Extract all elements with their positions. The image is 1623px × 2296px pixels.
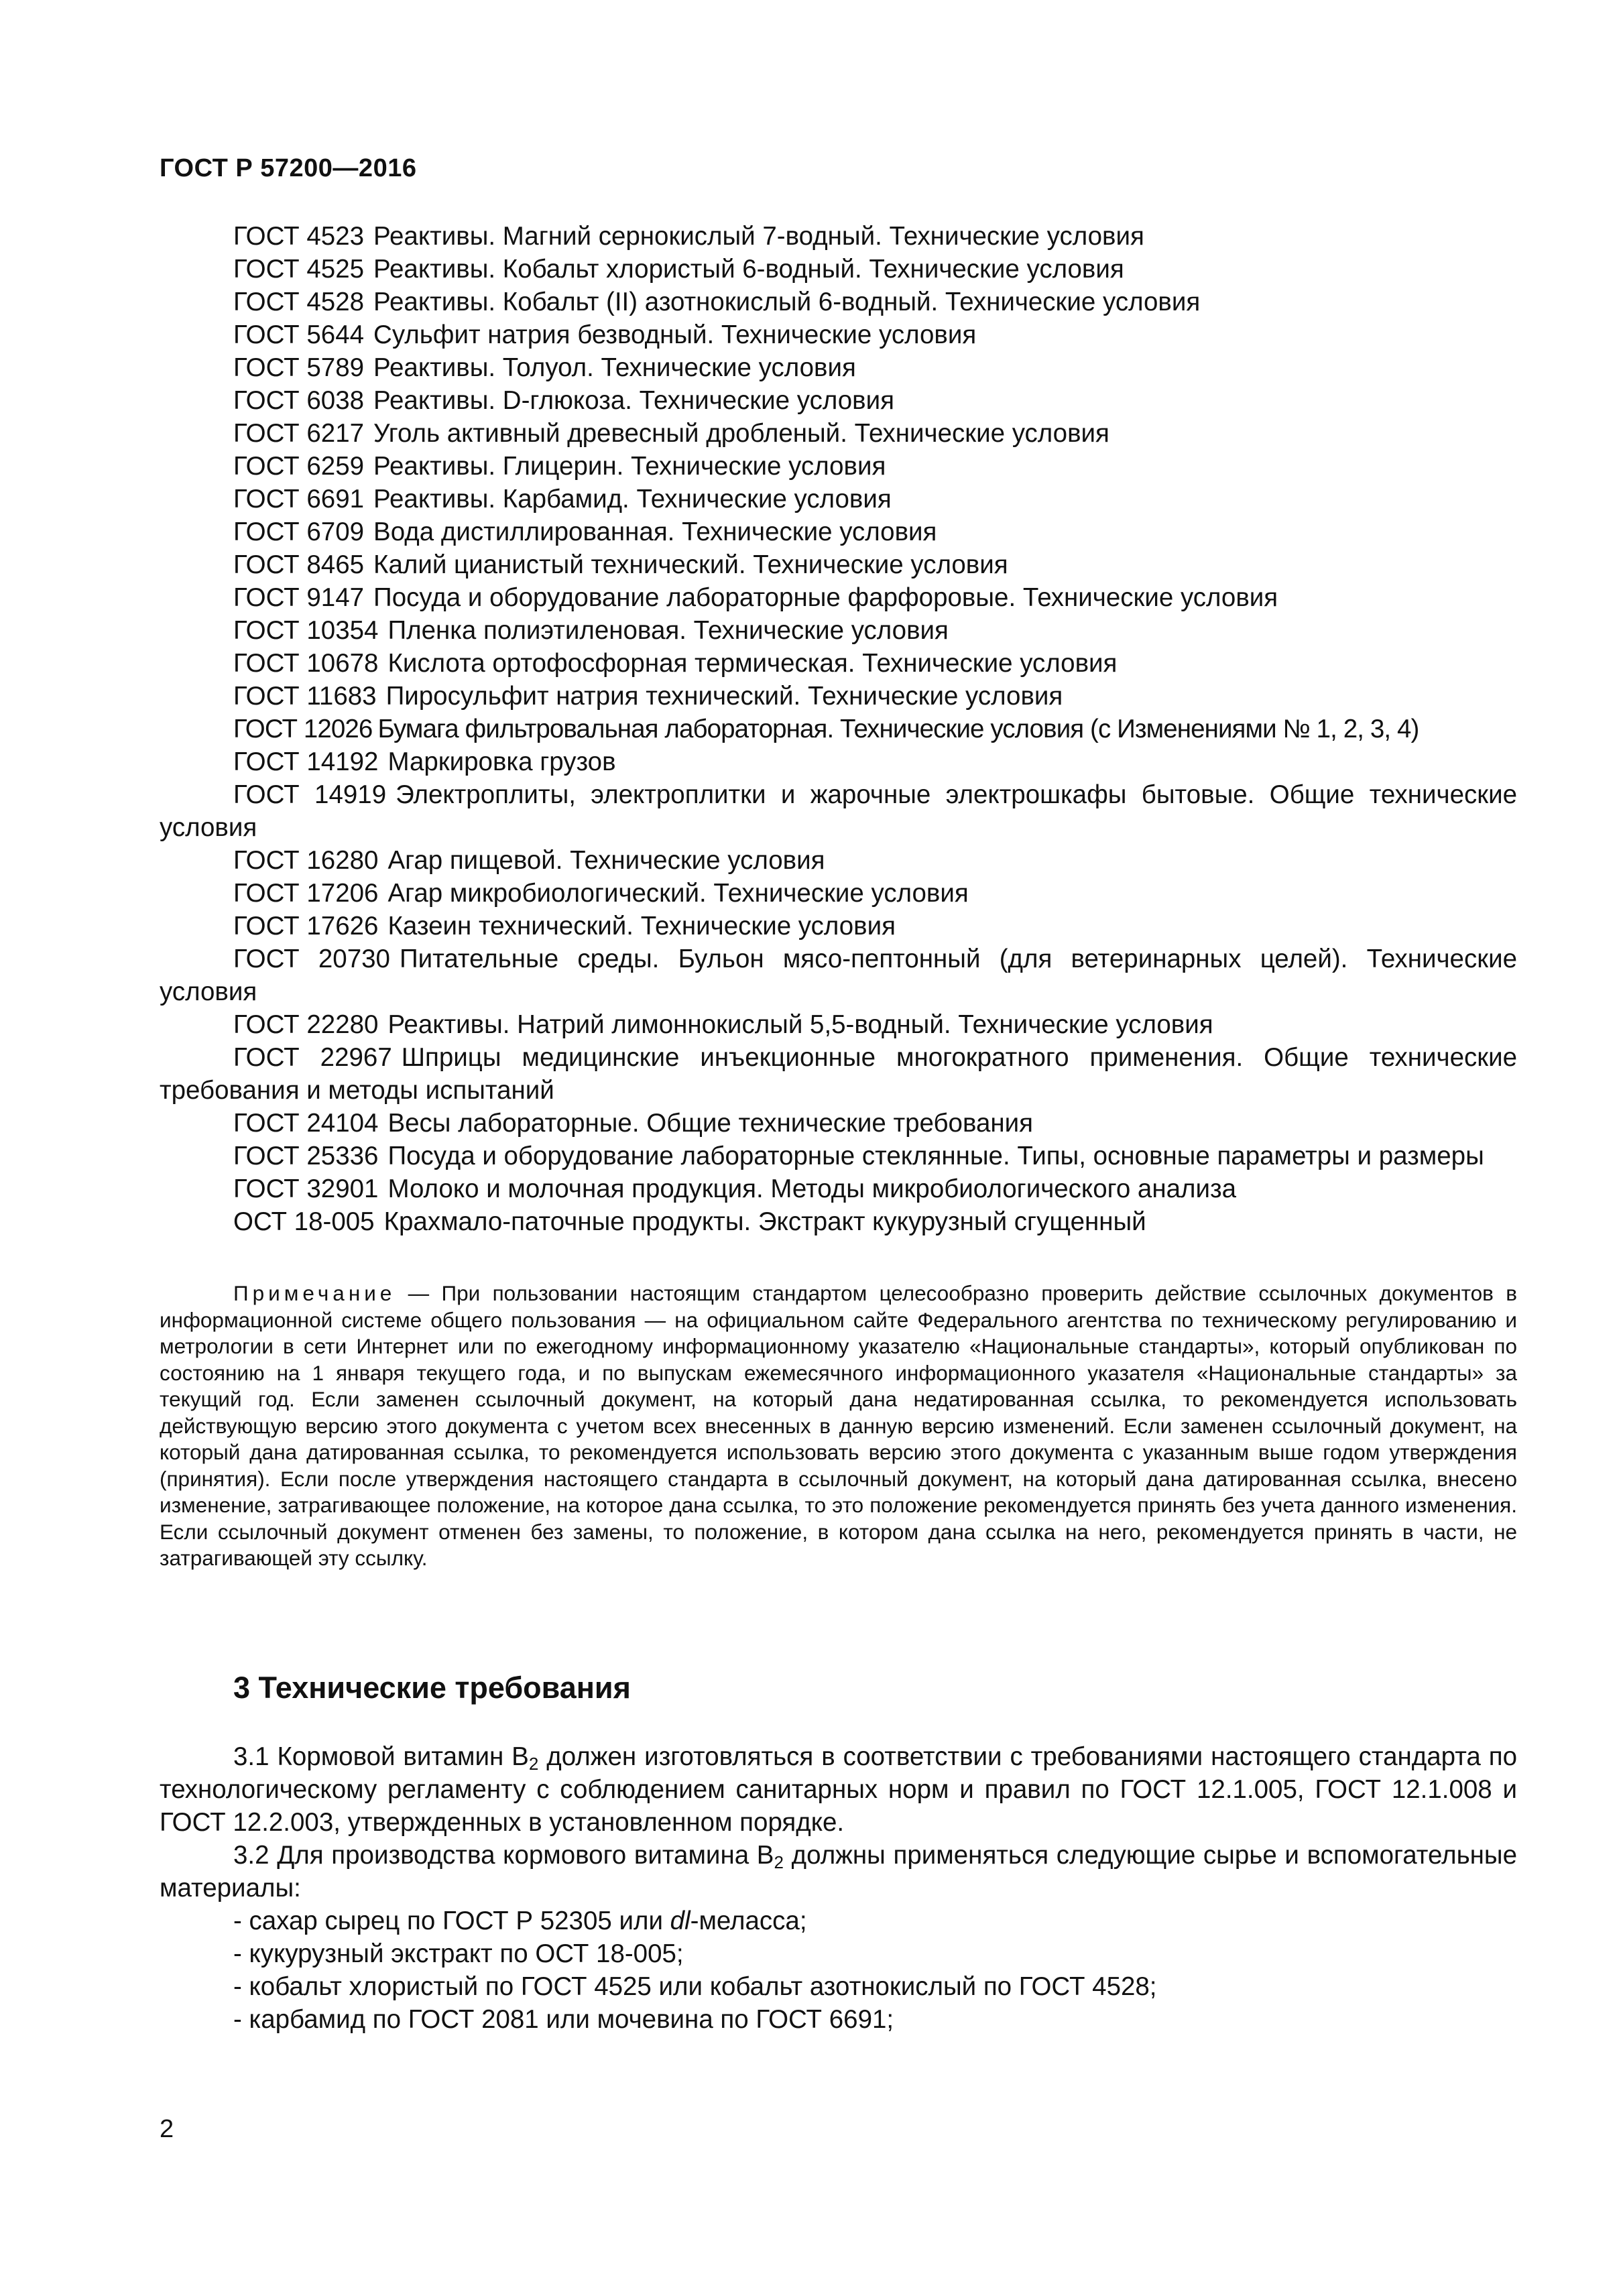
clause-3-2 [160,1839,1517,1905]
reference-item [160,581,1517,614]
reference-code: ГОСТ 4523 [233,222,365,251]
reference-item [160,516,1517,548]
list-text: - кобальт хлористый по ГОСТ 4525 или кобальт азотнокислый по ГОСТ 4528; [233,1972,1157,2001]
document-header: ГОСТ Р 57200—2016 [160,154,417,182]
reference-item [160,745,1517,778]
reference-title: Маркировка грузов [387,747,616,776]
reference-item [160,1140,1517,1172]
list-text: -меласса; [690,1907,807,1935]
reference-title: Молоко и молочная продукция. Методы микробиологического анализа [387,1174,1237,1203]
page-number: 2 [160,2115,174,2143]
section-body [160,1740,1517,2036]
reference-item [160,1172,1517,1205]
reference-code: ГОСТ 14192 [233,747,379,776]
reference-title: Весы лабораторные. Общие технические требования [387,1109,1034,1138]
reference-title: Реактивы. Кобальт хлористый 6-водный. Технические условия [373,255,1124,284]
reference-item [160,450,1517,483]
reference-title: Кислота ортофосфорная термическая. Технические условия [387,649,1118,678]
reference-title: Пленка полиэтиленовая. Технические условия [387,616,949,645]
list-italic: dl [670,1907,690,1935]
reference-title: Бумага фильтровальная лабораторная. Технические условия (с Изменениями № 1, 2, 3, 4) [377,715,1419,743]
reference-code: ГОСТ 8465 [233,550,365,579]
reference-item [160,351,1517,384]
reference-code: ГОСТ 16280 [233,846,379,875]
reference-code: ГОСТ 17626 [233,912,379,941]
reference-title: Электроплиты, электроплитки и жарочные электрошкафы бытовые. Общие технические условия [160,780,1517,842]
reference-code: ГОСТ 6709 [233,518,365,546]
reference-code: ГОСТ 4525 [233,255,365,284]
reference-item [160,1205,1517,1238]
reference-item [160,1107,1517,1140]
reference-item [160,220,1517,253]
reference-code: ГОСТ 6217 [233,419,365,448]
reference-code: ГОСТ 9147 [233,583,365,612]
reference-item [160,1041,1517,1107]
reference-item [160,1008,1517,1041]
reference-item [160,778,1517,844]
reference-title: Крахмало-паточные продукты. Экстракт кукурузный сгущенный [383,1207,1146,1236]
reference-title: Уголь активный древесный дробленый. Технические условия [373,419,1109,448]
material-list-item [160,1905,1517,1937]
reference-title: Агар микробиологический. Технические условия [387,879,969,908]
normative-references-list [160,220,1517,1238]
reference-title: Калий цианистый технический. Технические условия [373,550,1008,579]
reference-code: ГОСТ 6691 [233,485,365,513]
reference-code: ГОСТ 6259 [233,452,365,481]
reference-title: Реактивы. Натрий лимоннокислый 5,5-водный. Технические условия [387,1010,1213,1039]
reference-code: ОСТ 18-005 [233,1207,375,1236]
reference-code: ГОСТ 17206 [233,879,379,908]
reference-item [160,910,1517,943]
section-heading: 3 Технические требования [233,1671,631,1705]
reference-item [160,253,1517,286]
material-list-item [160,2003,1517,2036]
reference-item [160,318,1517,351]
reference-title: Реактивы. Кобальт (II) азотнокислый 6-водный. Технические условия [373,288,1201,316]
reference-item [160,483,1517,516]
clause-text: должны применяться следующие сырье и вспомогательные материалы: [160,1841,1518,1902]
reference-item [160,548,1517,581]
reference-code: ГОСТ 32901 [233,1174,379,1203]
reference-code: ГОСТ 22967 [233,1043,392,1072]
reference-title: Питательные среды. Бульон мясо-пептонный (для ветеринарных целей). Технические условия [160,945,1517,1006]
reference-code: ГОСТ 11683 [233,682,377,711]
reference-code: ГОСТ 10354 [233,616,379,645]
reference-title: Посуда и оборудование лабораторные стеклянные. Типы, основные параметры и размеры [387,1142,1484,1170]
reference-title: Сульфит натрия безводный. Технические условия [373,320,977,349]
reference-title: Шприцы медицинские инъекционные многократного применения. Общие технические требования и методы испытаний [160,1043,1517,1105]
reference-code: ГОСТ 14919 [233,780,387,809]
list-text: - сахар сырец по ГОСТ Р 52305 или [233,1907,670,1935]
subscript: 2 [528,1754,539,1774]
reference-title: Посуда и оборудование лабораторные фарфоровые. Технические условия [373,583,1278,612]
reference-item [160,286,1517,318]
reference-code: ГОСТ 24104 [233,1109,379,1138]
reference-item [160,647,1517,680]
list-text: - карбамид по ГОСТ 2081 или мочевина по ГОСТ 6691; [233,2005,894,2034]
reference-item [160,384,1517,417]
clause-text: должен изготовляться в соответствии с требованиями настоящего стандарта по технологическому регламенту с соблюдением санитарных норм и правил по ГОСТ 12.1.005, ГОСТ 12.1.008 и ГОСТ 12.2.003, утвержденных в установленном порядке. [160,1742,1517,1837]
reference-title: Реактивы. Магний сернокислый 7-водный. Технические условия [373,222,1144,251]
reference-item [160,877,1517,910]
reference-code: ГОСТ 5789 [233,353,365,382]
reference-title: Реактивы. Карбамид. Технические условия [373,485,892,513]
reference-item [160,844,1517,877]
reference-code: ГОСТ 5644 [233,320,365,349]
note-text: — При пользовании настоящим стандартом целесообразно проверить действие ссылочных документов в информационной системе общего пользования — на официальном сайте Федерального агентства по техническому регулированию и метрологии в сети Интернет или по ежегодному информационному указателю «Национальные стандарты», который опубликован по состоянию на 1 января текущего года, и по выпускам ежемесячного информационного указателя «Национальные стандарты» за текущий год. Если заменен ссылочный документ, на который дана недатированная ссылка, то рекомендуется использовать действующую версию этого документа с учетом всех внесенных в данную версию изменений. Если заменен ссылочный документ, на который дана датированная ссылка, то рекомендуется использовать версию этого документа с указанным выше годом утверждения (принятия). Если после утверждения настоящего стандарта в ссылочный документ, на который дана датированная ссылка, внесено изменение, затрагивающее положение, на которое дана ссылка, то это положение рекомендуется принять без учета данного изменения. Если ссылочный документ отменен без замены, то положение, в котором дана ссылка на него, рекомендуется принять в части, не затрагивающей эту ссылку. [160,1281,1517,1570]
reference-code: ГОСТ 12026 [233,715,373,743]
clause-text: 3.1 Кормовой витамин В [233,1742,529,1771]
note-paragraph [160,1280,1517,1572]
material-list-item [160,1970,1517,2003]
reference-item [160,680,1517,713]
reference-title: Реактивы. D-глюкоза. Технические условия [373,386,894,415]
reference-code: ГОСТ 20730 [233,945,390,973]
list-text: - кукурузный экстракт по ОСТ 18-005; [233,1939,684,1968]
reference-code: ГОСТ 4528 [233,288,365,316]
reference-code: ГОСТ 6038 [233,386,365,415]
clause-text: 3.2 Для производства кормового витамина В [233,1841,774,1870]
reference-code: ГОСТ 25336 [233,1142,379,1170]
reference-item [160,713,1517,745]
clause-3-1 [160,1740,1517,1839]
reference-title: Пиросульфит натрия технический. Технические условия [385,682,1063,711]
reference-title: Казеин технический. Технические условия [387,912,896,941]
reference-item [160,417,1517,450]
reference-title: Агар пищевой. Технические условия [387,846,825,875]
note-label: Примечание [233,1281,396,1305]
reference-title: Реактивы. Глицерин. Технические условия [373,452,886,481]
reference-title: Вода дистиллированная. Технические условия [373,518,937,546]
reference-item [160,943,1517,1008]
reference-code: ГОСТ 22280 [233,1010,379,1039]
reference-code: ГОСТ 10678 [233,649,379,678]
reference-title: Реактивы. Толуол. Технические условия [373,353,856,382]
reference-item [160,614,1517,647]
subscript: 2 [774,1852,784,1872]
material-list-item [160,1937,1517,1970]
